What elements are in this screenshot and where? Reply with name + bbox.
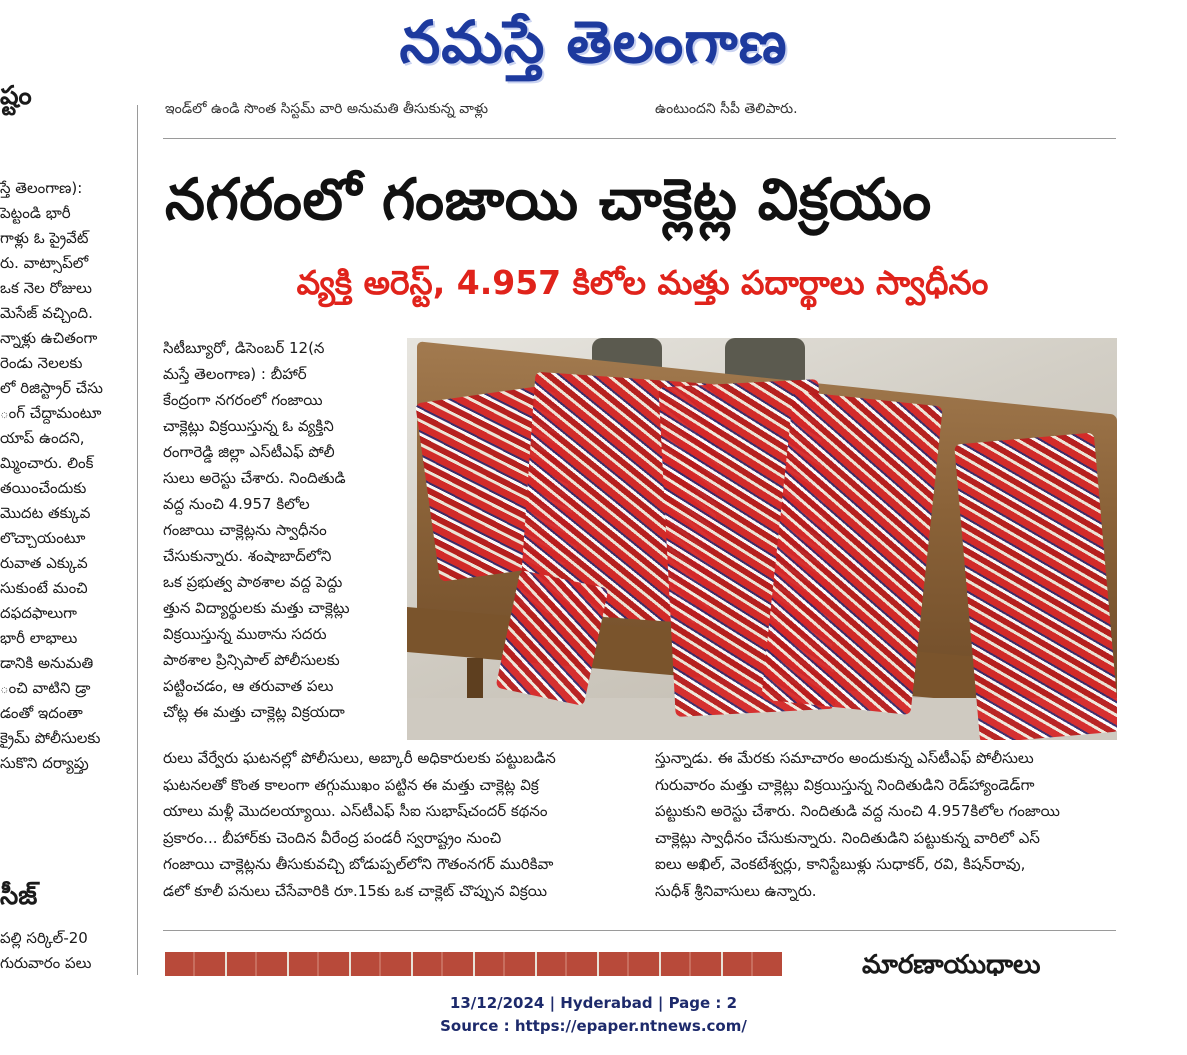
- text-line: రువాత ఎక్కువ: [0, 554, 88, 572]
- text-line: వద్ద నుంచి 4.957 కిలోల: [163, 495, 310, 513]
- photo-chocolate-pile: [954, 432, 1117, 740]
- text-line: గంజాయి చాక్లెట్లను స్వాధీనం: [163, 521, 327, 539]
- subheadline: వ్యక్తి అరెస్ట్, 4.957 కిలోల మత్తు పదార్థాలు స్వాధీనం: [296, 263, 989, 302]
- text-line: త్తున విద్యార్థులకు మత్తు చాక్లెట్లు: [163, 599, 350, 617]
- text-line: ఒక ప్రభుత్వ పాఠశాల వద్ద పెద్దు: [163, 573, 343, 591]
- footer-source-link[interactable]: Source : https://epaper.ntnews.com/: [440, 1017, 747, 1035]
- text-line: మస్తే తెలంగాణ) : బీహార్: [163, 365, 307, 383]
- text-line: చాక్లెట్లు విక్రయిస్తున్న ఓ వ్యక్తిని: [163, 417, 334, 435]
- text-line: డలో కూలీ పనులు చేసేవారికి రూ.15కు ఒక చాక్లెట్ చొప్పున విక్రయి: [163, 881, 548, 900]
- text-line: ఒక నెల రోజులు: [0, 279, 92, 297]
- text-line: చోట్ల ఈ మత్తు చాక్లెట్ల విక్రయదా: [163, 703, 345, 721]
- text-line: యాప్ ఉందని,: [0, 429, 85, 447]
- text-line: పట్టించడం, ఆ తరువాత పలు: [163, 677, 334, 695]
- text-line: ఘటనలతో కొంత కాలంగా తగ్గుముఖం పట్టిన ఈ మత్తు చాక్లెట్ల విక్ర: [163, 775, 539, 794]
- text-line: యాలు మళ్లీ మొదలయ్యాయి. ఎస్‌టీఎఫ్ సీఐ సుభాష్‌చందర్ కథనం: [163, 802, 548, 821]
- next-article-heading: మారణాయుధాలు: [862, 950, 1041, 976]
- text-line: పట్టుకుని అరెస్టు చేశారు. నిందితుడి వద్ద నుంచి 4.957కిలోల గంజాయి: [655, 802, 1060, 821]
- text-line: ప్రకారం... బీహార్‌కు చెందిన వీరేంద్ర పండరీ స్వరాష్ట్రం నుంచి: [163, 828, 502, 847]
- text-line: దఫదఫాలుగా: [0, 604, 77, 622]
- text-line: రెండు నెలలకు: [0, 354, 83, 372]
- top-strip-right: ఉంటుందని సీపీ తెలిపారు.: [655, 101, 798, 117]
- text-line: స్తున్నాడు. ఈ మేరకు సమాచారం అందుకున్న ఎస్‌టీఎఫ్ పోలీసులు: [655, 749, 1034, 767]
- text-line: సుకుంటే మంచి: [0, 579, 88, 597]
- headline: నగరంలో గంజాయి చాక్లెట్ల విక్రయం: [165, 167, 932, 233]
- text-line: పల్లి సర్కిల్-20: [0, 929, 88, 947]
- text-line: డానికి అనుమతి: [0, 654, 94, 672]
- text-line: పాఠశాల ప్రిన్సిపాల్ పోలీసులకు: [163, 651, 340, 669]
- text-line: తయించేందుకు: [0, 479, 87, 497]
- text-line: విక్రయిస్తున్న ముఠాను సదరు: [163, 625, 327, 643]
- text-line: చాక్లెట్లు స్వాధీనం చేసుకున్నారు. నిందితుడిని పట్టుకున్న వారిలో ఎస్: [655, 828, 1040, 847]
- divider-bottom: [163, 930, 1116, 931]
- text-line: పెట్టండి భారీ: [0, 204, 71, 222]
- text-line: మెసేజ్ వచ్చింది.: [0, 304, 93, 322]
- left-column-heading-2: సీజ్: [0, 881, 38, 911]
- next-article-photo: [165, 952, 782, 976]
- text-line: గురువారం మత్తు చాక్లెట్లు విక్రయిస్తున్న నిందితుడిని రెడ్‌హ్యాండెడ్‌గా: [655, 775, 1035, 794]
- text-line: గంజాయి చాక్లెట్లను తీసుకువచ్చి బోడుప్పల్‌లోని గౌతంనగర్ మురికివా: [163, 855, 554, 874]
- masthead-logo: నమస్తే తెలంగాణ: [399, 8, 788, 76]
- article-body-bottom-left: [163, 745, 633, 905]
- text-line: మ్మించారు. లింక్: [0, 454, 94, 472]
- footer-date-edition: 13/12/2024 | Hyderabad | Page : 2: [449, 994, 738, 1012]
- text-line: డంతో ఇదంతా: [0, 704, 83, 722]
- text-line: కేంద్రంగా నగరంలో గంజాయి: [163, 391, 323, 409]
- article-body-bottom-right: [655, 745, 1120, 905]
- text-line: భారీ లాభాలు: [0, 629, 78, 647]
- left-column-heading: ష్టం: [0, 81, 32, 111]
- text-line: గాళ్లు ఓ ప్రైవేట్: [0, 229, 89, 247]
- text-line: చేసుకున్నారు. శంషాబాద్‌లోని: [163, 547, 332, 565]
- text-line: సిటీబ్యూరో, డిసెంబర్ 12(న: [163, 339, 325, 357]
- text-line: రు. వాట్సాప్‌లో: [0, 254, 89, 272]
- left-column-text-2: [0, 926, 118, 976]
- divider-top: [163, 138, 1116, 139]
- text-line: న్నాళ్లు ఉచితంగా: [0, 329, 98, 347]
- text-line: గురువారం పలు: [0, 954, 92, 972]
- text-line: రంగారెడ్డి జిల్లా ఎస్‌టీఎఫ్ పోలీ: [163, 443, 335, 461]
- text-line: లొచ్చాయంటూ: [0, 529, 86, 547]
- text-line: స్తే తెలంగాణ):: [0, 179, 83, 197]
- left-column-text: [0, 176, 118, 776]
- text-line: లో రిజిస్ట్రార్ చేసు: [0, 379, 103, 397]
- text-line: సుధీశ్ శ్రీనివాసులు ఉన్నారు.: [655, 881, 817, 900]
- text-line: సుకొని దర్యాప్తు: [0, 754, 89, 772]
- column-divider: [137, 105, 138, 975]
- text-line: సులు అరెస్టు చేశారు. నిందితుడి: [163, 469, 346, 487]
- text-line: క్రైమ్ పోలీసులకు: [0, 729, 101, 747]
- text-line: మొదట తక్కువ: [0, 504, 91, 522]
- text-line: ఐలు అఖిల్, వెంకటేశ్వర్లు, కానిస్టేబుళ్లు సుధాకర్, రవి, కిషన్‌రావు,: [655, 855, 1026, 874]
- article-body-column: [163, 335, 391, 725]
- text-line: ంచి వాటిని డ్రా: [0, 679, 91, 697]
- top-strip-left: ఇండ్‌లో ఉండి సొంత సిస్టమ్ వారి అనుమతి తీసుకున్న వాళ్లు: [165, 101, 488, 117]
- article-photo-chocolates: [407, 338, 1117, 740]
- text-line: ంగ్ చేద్దామంటూ: [0, 404, 102, 422]
- text-line: రులు వేర్వేరు ఘటనల్లో పోలీసులు, అబ్కారీ అధికారులకు పట్టుబడిన: [163, 749, 556, 767]
